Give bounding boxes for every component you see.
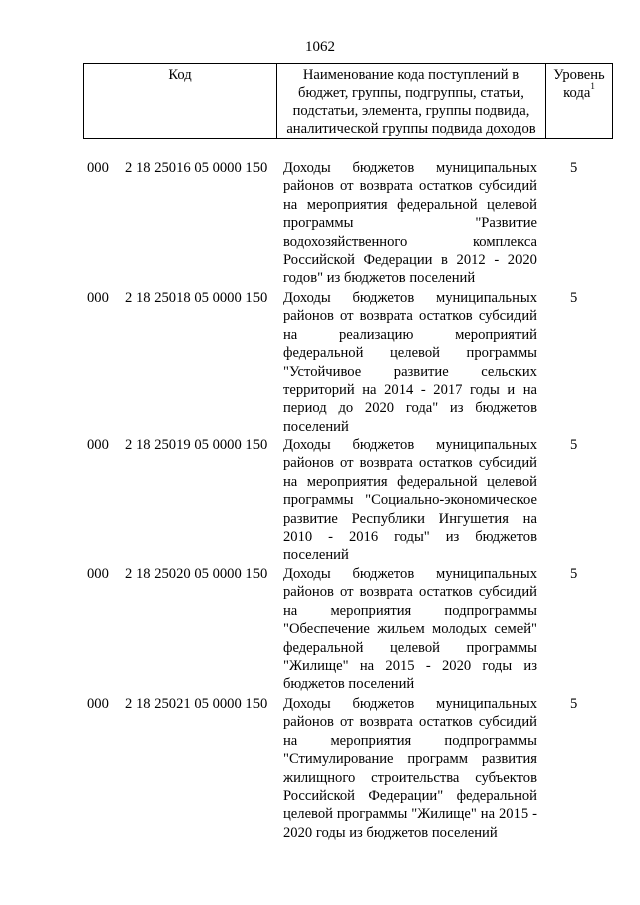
code-level: 5: [570, 566, 578, 582]
description-word: на: [283, 473, 298, 490]
description-line: [283, 344, 537, 362]
description-word: остатков: [418, 714, 473, 731]
description-word: и: [507, 381, 516, 398]
description-line: [283, 713, 537, 731]
description-word: "Жилище": [411, 806, 477, 823]
description-line: [283, 528, 537, 546]
description-line: [283, 732, 537, 750]
description-word: федеральной: [456, 787, 537, 804]
admin-code: 000: [87, 437, 109, 453]
description-word: до: [338, 400, 354, 417]
description-line: [283, 454, 537, 472]
description-word: на: [283, 732, 298, 749]
header-level: [546, 64, 613, 139]
description-word: целевой: [390, 639, 440, 656]
table-header: [83, 63, 613, 139]
code-level: 5: [570, 437, 578, 453]
description-word: "Жилище": [283, 657, 349, 674]
description-word: Российской: [283, 787, 355, 804]
description-word: период: [283, 400, 327, 417]
description-word: целевой: [283, 806, 333, 823]
description-word: 2017: [433, 381, 463, 398]
description-word: целевой: [487, 196, 537, 213]
description-line: годов" из бюджетов поселений: [283, 270, 476, 287]
description-word: целевой: [390, 345, 440, 362]
description-word: муниципальных: [435, 160, 537, 176]
description-word: муниципальных: [435, 437, 537, 453]
description-word: семей": [494, 621, 537, 638]
description-word: 2020: [507, 251, 537, 268]
description-word: районов: [283, 584, 334, 601]
description-line: бюджетов поселений: [283, 676, 415, 693]
description-word: мероприятия: [330, 602, 412, 619]
description-word: на: [283, 602, 298, 619]
description-line: [283, 159, 537, 177]
description-word: остатков: [418, 178, 473, 195]
description-word: от: [340, 714, 354, 731]
description-word: от: [340, 455, 354, 472]
description-word: районов: [283, 714, 334, 731]
description-line: [283, 510, 537, 528]
description-line: [283, 695, 537, 713]
code-level: 5: [570, 160, 578, 176]
header-name-line: подстатьи, элемента, группы подвида,: [292, 103, 530, 119]
description-line: [283, 491, 537, 509]
description-word: мероприятия: [306, 196, 388, 213]
description-word: районов: [283, 308, 334, 325]
description-word: от: [340, 308, 354, 325]
budget-code: 2 18 25019 05 0000 150: [125, 437, 268, 453]
description-line: [283, 326, 537, 344]
description-word: из: [449, 400, 464, 417]
description-word: программ: [407, 751, 469, 768]
description-word: мероприятий: [455, 326, 537, 343]
description-word: субъектов: [475, 769, 537, 786]
description-word: муниципальных: [435, 290, 537, 306]
description-word: Федерации: [363, 251, 433, 268]
description-word: субсидий: [478, 714, 537, 731]
description-word: на: [283, 196, 298, 213]
description-word: от: [340, 178, 354, 195]
description-word: -: [328, 528, 333, 545]
income-description: [283, 695, 537, 842]
description-word: 2016: [348, 528, 379, 545]
description-word: возврата: [359, 308, 413, 325]
description-word: возврата: [359, 714, 413, 731]
admin-code: 000: [87, 160, 109, 176]
description-word: года": [405, 400, 439, 417]
description-line: [283, 787, 537, 805]
description-word: "Развитие: [475, 215, 537, 232]
description-word: Доходы: [283, 290, 331, 306]
description-word: программы: [283, 215, 354, 232]
admin-code: 000: [87, 566, 109, 582]
description-line: поселений: [283, 547, 349, 564]
description-word: годы: [470, 381, 500, 398]
description-word: федеральной: [397, 473, 478, 490]
description-word: на: [522, 510, 537, 527]
description-line: [283, 251, 537, 269]
income-description: [283, 436, 537, 565]
description-word: Федерации": [368, 787, 444, 804]
description-word: подпрограммы: [444, 732, 537, 749]
description-word: 2012: [456, 251, 486, 268]
budget-code: 2 18 25018 05 0000 150: [125, 290, 268, 306]
description-line: [283, 196, 537, 214]
description-word: строительства: [371, 769, 460, 786]
description-word: Доходы: [283, 160, 331, 176]
header-level-line: Уровень: [553, 67, 605, 83]
description-word: Доходы: [283, 566, 331, 582]
description-line: [283, 583, 537, 601]
description-word: бюджетов: [352, 566, 415, 582]
header-name-line: бюджет, группы, подгруппы, статьи,: [298, 85, 524, 101]
admin-code: 000: [87, 290, 109, 306]
description-line: [283, 436, 537, 454]
description-word: муниципальных: [435, 696, 537, 712]
description-word: бюджетов: [475, 400, 537, 417]
description-word: бюджетов: [475, 528, 537, 545]
description-word: остатков: [418, 455, 473, 472]
description-word: 2015: [385, 657, 415, 674]
description-word: водохозяйственного: [283, 233, 408, 250]
description-line: [283, 177, 537, 195]
budget-code: 2 18 25021 05 0000 150: [125, 696, 268, 712]
description-word: программы: [336, 806, 408, 823]
description-word: из: [445, 528, 460, 545]
description-word: в: [441, 251, 448, 268]
description-word: федеральной: [283, 345, 364, 362]
description-word: "Стимулирование: [283, 751, 394, 768]
description-word: программы: [466, 639, 537, 656]
description-word: субсидий: [478, 178, 537, 195]
code-level: 5: [570, 696, 578, 712]
description-line: [283, 289, 537, 307]
description-word: годы: [482, 657, 513, 674]
code-level: 5: [570, 290, 578, 306]
description-line: [283, 565, 537, 583]
description-word: бюджетов: [352, 696, 415, 712]
description-word: возврата: [359, 455, 413, 472]
description-word: целевой: [487, 473, 537, 490]
description-word: субсидий: [478, 584, 537, 601]
description-word: -: [425, 657, 431, 674]
description-line: [283, 214, 537, 232]
description-word: "Обеспечение: [283, 621, 370, 638]
description-word: развитие: [283, 510, 338, 527]
description-word: территорий: [283, 381, 355, 398]
description-word: возврата: [359, 584, 413, 601]
header-name-line: Наименование кода поступлений в: [302, 67, 520, 83]
description-word: из: [523, 657, 537, 674]
description-word: молодых: [432, 621, 488, 638]
page-number: 1062: [305, 39, 335, 55]
description-line: [283, 363, 537, 381]
description-word: бюджетов: [352, 437, 415, 453]
description-word: Ингушетия: [438, 510, 509, 527]
description-word: на: [362, 381, 377, 398]
description-word: Российской: [283, 251, 355, 268]
description-word: "Устойчивое: [283, 363, 362, 380]
description-word: на: [480, 806, 496, 823]
footnote-marker: 1: [590, 81, 595, 92]
description-word: от: [340, 584, 354, 601]
description-line: поселений: [283, 418, 349, 435]
description-word: на: [283, 326, 298, 343]
description-word: федеральной: [283, 639, 364, 656]
description-word: субсидий: [478, 455, 537, 472]
description-word: жилищного: [283, 769, 356, 786]
description-word: жильем: [377, 621, 425, 638]
description-line: [283, 307, 537, 325]
header-code: Код: [84, 64, 277, 139]
description-line: [283, 233, 537, 251]
description-line: [283, 473, 537, 491]
description-word: бюджетов: [352, 290, 415, 306]
description-word: 2020: [364, 400, 395, 417]
description-word: -: [532, 806, 537, 823]
budget-code: 2 18 25020 05 0000 150: [125, 566, 268, 582]
description-word: муниципальных: [435, 566, 537, 582]
description-line: [283, 381, 537, 399]
description-word: -: [420, 381, 426, 398]
description-line: [283, 399, 537, 417]
description-line: [283, 620, 537, 638]
description-word: Республики: [351, 510, 425, 527]
description-word: программы: [466, 345, 537, 362]
header-level-line: кода$^1$: [563, 81, 595, 101]
description-word: 2020: [441, 657, 472, 674]
description-word: остатков: [418, 584, 473, 601]
description-word: бюджетов: [352, 160, 415, 176]
description-word: развитие: [393, 363, 449, 380]
description-word: мероприятия: [306, 473, 388, 490]
description-word: районов: [283, 455, 334, 472]
description-word: годы": [394, 528, 430, 545]
header-name: [277, 64, 546, 139]
description-word: -: [494, 251, 500, 268]
description-word: субсидий: [478, 308, 537, 325]
description-line: [283, 750, 537, 768]
description-word: районов: [283, 178, 334, 195]
description-word: подпрограммы: [444, 602, 537, 619]
description-word: на: [359, 657, 375, 674]
description-word: развития: [481, 751, 537, 768]
budget-code: 2 18 25016 05 0000 150: [125, 160, 268, 176]
description-line: 2020 годы из бюджетов поселений: [283, 824, 498, 841]
description-word: федеральной: [397, 196, 478, 213]
description-word: комплекса: [472, 233, 537, 250]
description-word: реализацию: [338, 326, 414, 343]
description-word: 2014: [384, 381, 414, 398]
description-word: 2010: [283, 528, 313, 545]
description-line: [283, 602, 537, 620]
description-word: Доходы: [283, 696, 331, 712]
description-word: 2015: [499, 806, 529, 823]
description-line: [283, 639, 537, 657]
income-description: [283, 565, 537, 694]
income-description: [283, 159, 537, 288]
description-line: [283, 769, 537, 787]
description-word: остатков: [418, 308, 473, 325]
admin-code: 000: [87, 696, 109, 712]
description-word: сельских: [481, 363, 537, 380]
description-word: Доходы: [283, 437, 331, 453]
header-name-line: аналитической группы подвида доходов: [286, 121, 536, 137]
description-word: возврата: [359, 178, 413, 195]
description-line: [283, 805, 537, 823]
income-description: [283, 289, 537, 436]
description-word: программы: [283, 492, 354, 509]
description-word: мероприятия: [330, 732, 412, 749]
description-line: [283, 657, 537, 675]
description-word: "Социально-экономическое: [365, 492, 537, 509]
description-word: на: [522, 381, 537, 398]
